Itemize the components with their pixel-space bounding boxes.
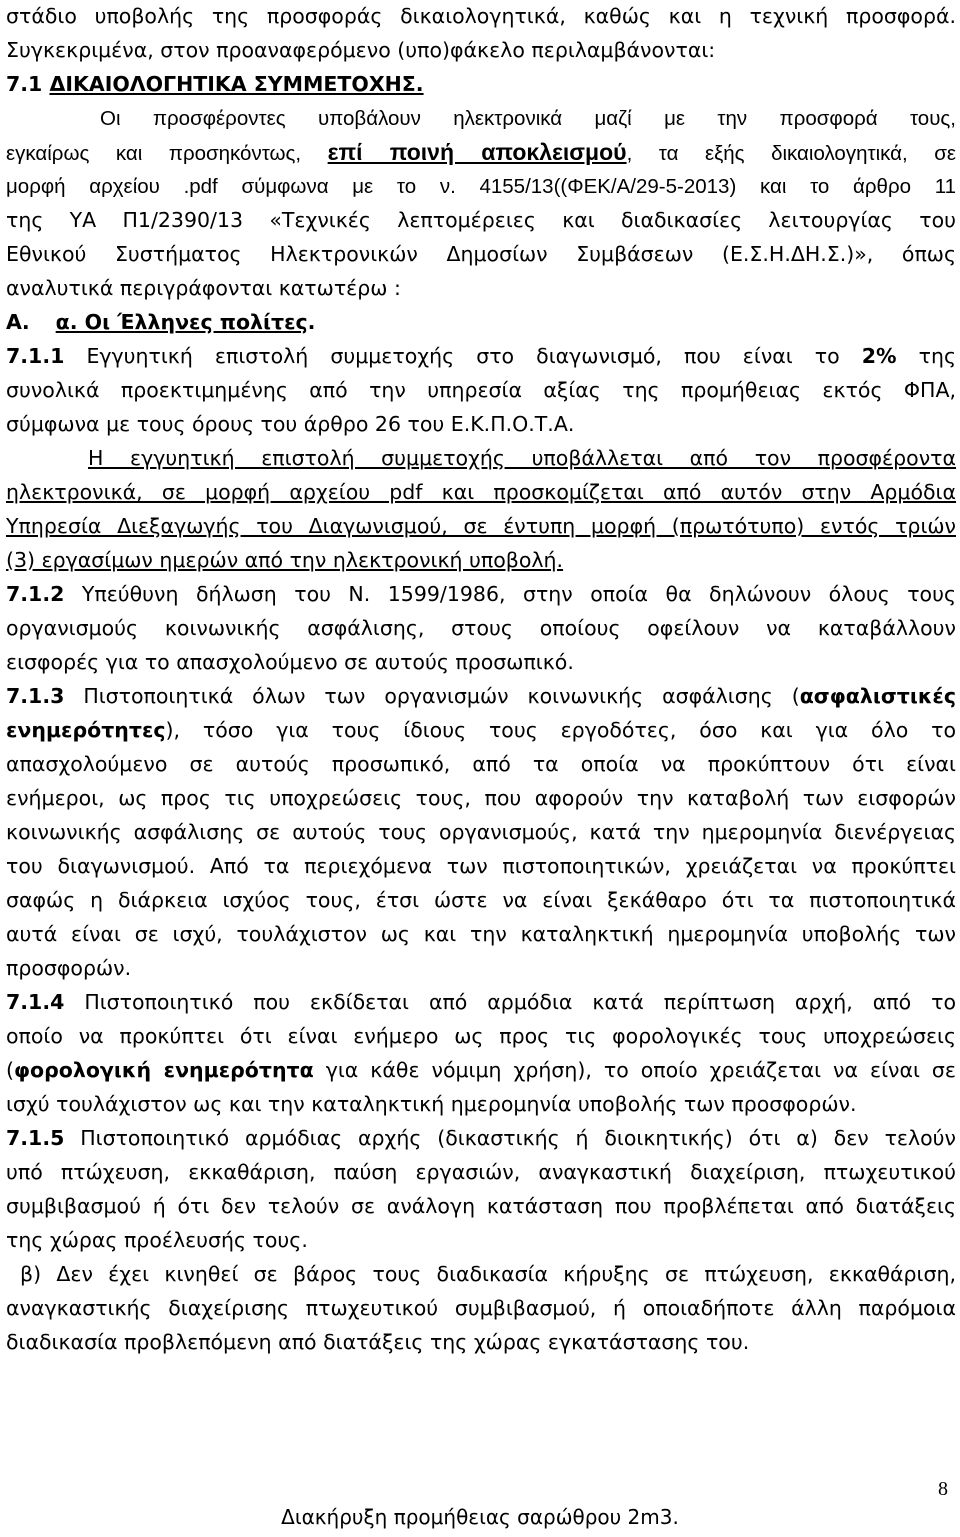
- text-line: ενημερότητες), τόσο για τους ίδιους τους εργοδότες, όσο και για όλο το: [6, 718, 956, 742]
- text-line: διαδικασία προβλεπόμενη από διατάξεις της χώρας εγκατάστασης του.: [6, 1330, 750, 1354]
- text-line: συνολικά προεκτιμημένης από την υπηρεσία αξίας της προμήθειας εκτός ΦΠΑ,: [6, 378, 956, 402]
- text-line: ενήμεροι, ως προς τις υποχρεώσεις τους, που αφορούν την καταβολή των εισφορών: [6, 786, 956, 810]
- text-line: στάδιο υποβολής της προσφοράς δικαιολογητικά, καθώς και η τεχνική προσφορά.: [6, 4, 956, 28]
- text-line: Υπηρεσία Διεξαγωγής του Διαγωνισμού, σε έντυπη μορφή (πρωτότυπο) εντός τριών: [6, 514, 956, 538]
- text-line: Οι προσφέροντες υποβάλουν ηλεκτρονικά μαζί με την προσφορά τους,: [100, 107, 956, 130]
- text-line: εισφορές για το απασχολούμενο σε αυτούς προσωπικό.: [6, 650, 574, 674]
- subsection-heading: Α. α. Οι Έλληνες πολίτες.: [6, 310, 316, 334]
- text-line: προσφορών.: [6, 956, 132, 980]
- section-heading: 7.1 ΔΙΚΑΙΟΛΟΓΗΤΙΚΑ ΣΥΜΜΕΤΟΧΗΣ.: [6, 72, 424, 96]
- text-line: του διαγωνισμού. Από τα περιεχόμενα των πιστοποιητικών, χρειάζεται να προκύπτει: [6, 854, 956, 878]
- text-line: Συγκεκριμένα, στον προαναφερόμενο (υπο)φάκελο περιλαμβάνονται:: [6, 38, 716, 62]
- text-line: Η εγγυητική επιστολή συμμετοχής υποβάλλεται από τον προσφέροντα: [88, 446, 956, 470]
- text-line: σύμφωνα με τους όρους του άρθρο 26 του Ε.Κ.Π.Ο.Τ.Α.: [6, 412, 575, 436]
- text-line: της χώρας προέλευσής τους.: [6, 1228, 308, 1252]
- text-line: οργανισμούς κοινωνικής ασφάλισης, στους οποίους οφείλουν να καταβάλλουν: [6, 616, 956, 640]
- text-line: κοινωνικής ασφάλισης σε αυτούς τους οργανισμούς, κατά την ημερομηνία διενέργειας: [6, 820, 956, 844]
- text-line: 7.1.2 Υπεύθυνη δήλωση του Ν. 1599/1986, στην οποία θα δηλώνουν όλους τους: [6, 582, 956, 606]
- text-line: αναλυτικά περιγράφονται κατωτέρω :: [6, 276, 401, 300]
- text-line: β) Δεν έχει κινηθεί σε βάρος τους διαδικασία κήρυξης σε πτώχευση, εκκαθάριση,: [20, 1262, 956, 1286]
- text-line: υπό πτώχευση, εκκαθάριση, παύση εργασιών, αναγκαστική διαχείριση, πτωχευτικού: [6, 1160, 956, 1184]
- text-line: μορφή αρχείου .pdf σύμφωνα με το ν. 4155/13((ΦΕΚ/Α/29-5-2013) και το άρθρο 11: [6, 175, 956, 198]
- text-line: ισχύ τουλάχιστον ως και την καταληκτική ημερομηνία υποβολής των προσφορών.: [6, 1092, 857, 1116]
- text-line: οποίο να προκύπτει ότι είναι ενήμερο ως προς τις φορολογικές τους υποχρεώσεις: [6, 1024, 956, 1048]
- text-line: 7.1.3 Πιστοποιητικά όλων των οργανισμών κοινωνικής ασφάλισης (ασφαλιστικές: [6, 684, 956, 708]
- text-line: αυτά είναι σε ισχύ, τουλάχιστον ως και την καταληκτική ημερομηνία υποβολής των: [6, 922, 956, 946]
- text-line: (3) εργασίμων ημερών από την ηλεκτρονική υποβολή.: [6, 548, 564, 572]
- text-line: 7.1.5 Πιστοποιητικό αρμόδιας αρχής (δικαστικής ή διοικητικής) ότι α) δεν τελούν: [6, 1126, 956, 1150]
- text-line: της ΥΑ Π1/2390/13 «Τεχνικές λεπτομέρειες και διαδικασίες λειτουργίας του: [6, 208, 956, 232]
- page-number: 8: [938, 1478, 948, 1500]
- text-line: εγκαίρως και προσηκόντως, επί ποινή αποκλεισμού, τα εξής δικαιολογητικά, σε: [6, 139, 956, 165]
- text-line: Εθνικού Συστήματος Ηλεκτρονικών Δημοσίων Συμβάσεων (Ε.Σ.Η.ΔΗ.Σ.)», όπως: [6, 242, 956, 266]
- text-line: 7.1.4 Πιστοποιητικό που εκδίδεται από αρμόδια κατά περίπτωση αρχή, από το: [6, 990, 956, 1014]
- text-line: συμβιβασμού ή ότι δεν τελούν σε ανάλογη κατάσταση που προβλέπεται από διατάξεις: [6, 1194, 956, 1218]
- text-line: (φορολογική ενημερότητα για κάθε νόμιμη χρήση), το οποίο χρειάζεται να είναι σε: [6, 1058, 956, 1082]
- text-line: 7.1.1 Εγγυητική επιστολή συμμετοχής στο διαγωνισμό, που είναι το 2% της: [6, 344, 956, 368]
- text-line: σαφώς η διάρκεια ισχύος τους, έτσι ώστε να είναι ξεκάθαρο ότι τα πιστοποιητικά: [6, 888, 956, 912]
- text-line: ηλεκτρονικά, σε μορφή αρχείου pdf και προσκομίζεται από αυτόν στην Αρμόδια: [6, 480, 956, 504]
- text-line: απασχολούμενο σε αυτούς προσωπικό, από τα οποία να προκύπτουν ότι είναι: [6, 752, 956, 776]
- text-line: αναγκαστικής διαχείρισης πτωχευτικού συμβιβασμού, ή οποιαδήποτε άλλη παρόμοια: [6, 1296, 956, 1320]
- page-footer: Διακήρυξη προμήθειας σαρώθρου 2m3.: [281, 1505, 679, 1529]
